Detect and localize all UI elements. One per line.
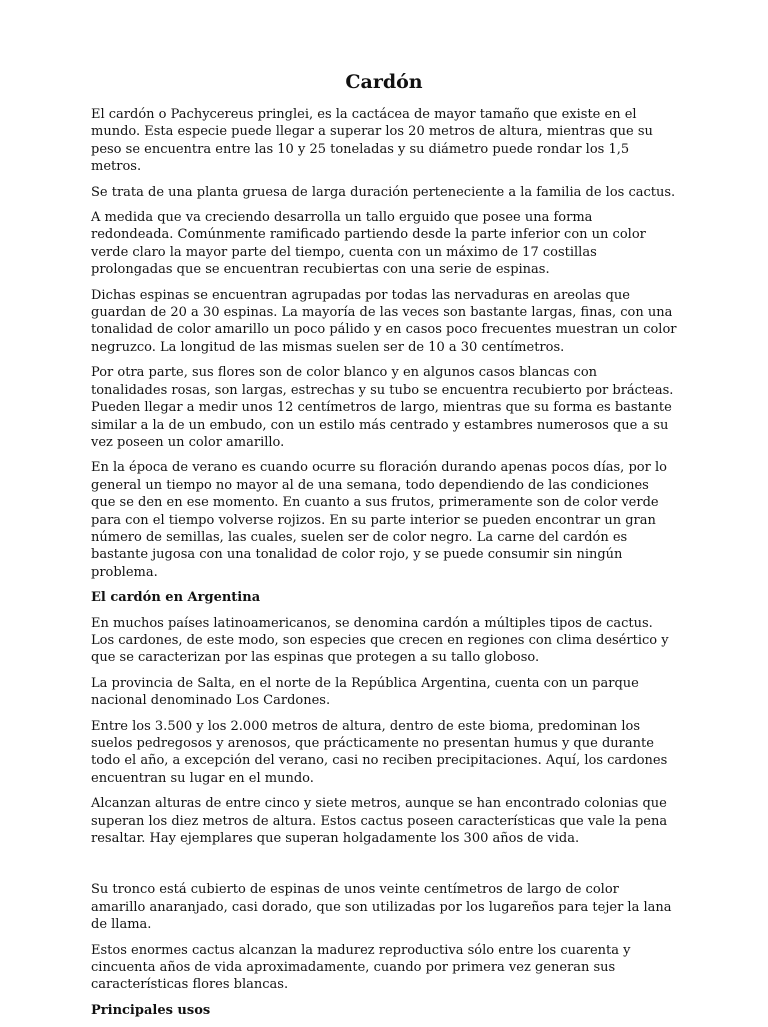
paragraph-biome: Entre los 3.500 y los 2.000 metros de altura, dentro de este bioma, predominan los suelos pedregosos y arenosos, que prácticamente no presentan humus y que durante todo el año, a excepción del verano, casi no reciben precipitaciones. Aquí, los cardones encuentran su lugar en el mundo. bbox=[91, 718, 668, 786]
document-page bbox=[91, 68, 677, 1027]
paragraph-stem: A medida que va creciendo desarrolla un tallo erguido que posee una forma redondeada. Comúnmente ramificado partiendo desde la parte inferior con un color verde claro la mayor parte del tiempo, cuenta con un máximo de 17 costillas prolongadas que se encuentran recubiertas con una serie de espinas. bbox=[91, 210, 646, 278]
blank-spacer bbox=[91, 855, 677, 881]
document-title: Cardón bbox=[345, 71, 423, 93]
paragraph-salta: La provincia de Salta, en el norte de la República Argentina, cuenta con un parque nacional denominado Los Cardones. bbox=[91, 675, 639, 709]
section-heading-main-uses: Principales usos bbox=[91, 1002, 211, 1018]
paragraph-flowers: Por otra parte, sus flores son de color blanco y en algunos casos blancas con tonalidades rosas, son largas, estrechas y su tubo se encuentra recubierto por brácteas. Pueden llegar a medir unos 12 centímetros de largo, mientras que su forma es bastante similar a la de un embudo, con un estilo más centrado y estambres numerosos que a su vez poseen un color amarillo. bbox=[91, 365, 674, 450]
paragraph-plant-type: Se trata de una planta gruesa de larga duración perteneciente a la familia de los cactus. bbox=[91, 184, 676, 200]
paragraph-latin-america: En muchos países latinoamericanos, se denomina cardón a múltiples tipos de cactus. Los cardones, de este modo, son especies que crecen en regiones con clima desértico y que se caracterizan por las espinas que protegen a su tallo globoso. bbox=[91, 615, 669, 666]
paragraph-flowering-fruits: En la época de verano es cuando ocurre su floración durando apenas pocos días, por lo general un tiempo no mayor al de una semana, todo dependiendo de las condiciones que se den en ese momento. En cuanto a sus frutos, primeramente son de color verde para con el tiempo volverse rojizos. En su parte interior se pueden encontrar un gran número de semillas, las cuales, suelen ser de color negro. La carne del cardón es bastante jugosa con una tonalidad de color rojo, y se puede consumir sin ningún problema. bbox=[91, 460, 667, 580]
paragraph-heights: Alcanzan alturas de entre cinco y siete metros, aunque se han encontrado colonias que superan los diez metros de altura. Estos cactus poseen características que vale la pena resaltar. Hay ejemplares que superan holgadamente los 300 años de vida. bbox=[91, 796, 668, 847]
section-heading-argentina: El cardón en Argentina bbox=[91, 590, 261, 606]
paragraph-intro: El cardón o Pachycereus pringlei, es la cactácea de mayor tamaño que existe en el mundo. Esta especie puede llegar a superar los 20 metros de altura, mientras que su peso se encuentra entre las 10 y 25 toneladas y su diámetro puede rondar los 1,5 metros. bbox=[91, 107, 653, 175]
paragraph-spines: Dichas espinas se encuentran agrupadas por todas las nervaduras en areolas que guardan de 20 a 30 espinas. La mayoría de las veces son bastante largas, finas, con una tonalidad de color amarillo un poco pálido y en casos poco frecuentes muestran un color negruzco. La longitud de las mismas suelen ser de 10 a 30 centímetros. bbox=[91, 287, 677, 355]
paragraph-maturity: Estos enormes cactus alcanzan la madurez reproductiva sólo entre los cuarenta y cincuenta años de vida aproximadamente, cuando por primera vez generan sus características flores blancas. bbox=[91, 942, 631, 993]
paragraph-trunk: Su tronco está cubierto de espinas de unos veinte centímetros de largo de color amarillo anaranjado, casi dorado, que son utilizadas por los lugareños para tejer la lana de llama. bbox=[91, 882, 672, 933]
